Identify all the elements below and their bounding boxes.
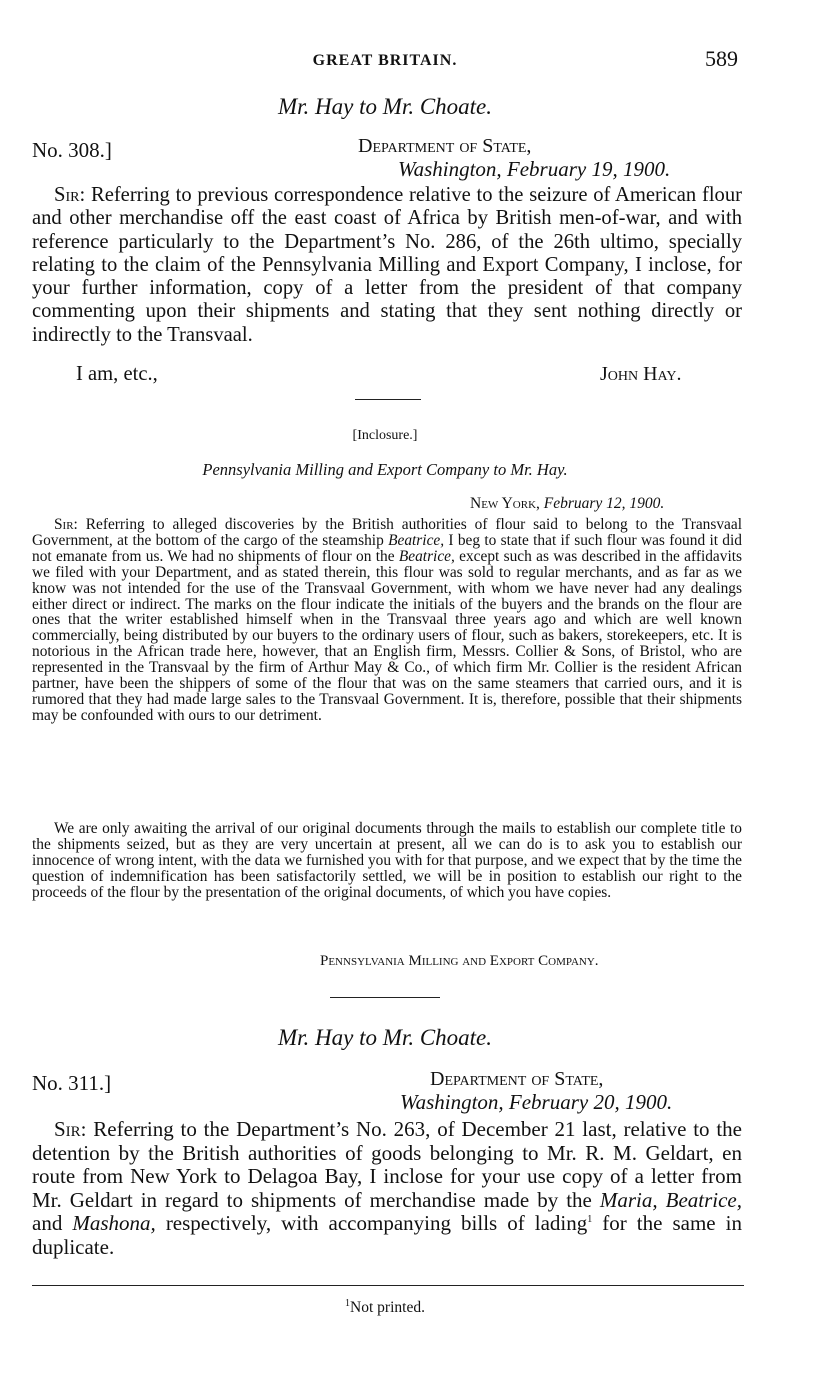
letter2-heading: Mr. Hay to Mr. Choate. — [277, 1025, 493, 1050]
letter1-closing: I am, etc., — [76, 363, 158, 385]
ship-name-beatrice: Beatrice, — [665, 1187, 743, 1212]
footnote-rule — [32, 1285, 744, 1286]
letter2-number: No. 311.] — [32, 1071, 112, 1095]
inclosure-signature: Pennsylvania Milling and Export Company. — [320, 953, 599, 969]
running-header-title: GREAT BRITAIN. — [312, 52, 458, 69]
inclosure-paragraph-1 — [32, 517, 742, 724]
inclosure-p2: We are only awaiting the arrival of our original documents through the mails to establish our complete title to the shipments seized, but as they are very uncertain at present, all we can do is to ask you to establish our innocence of wrong intent, with the data we furnished you with for that purpose, and we expect that by the time the question of indemnification has been satisfactorily settled, we will be in position to establish our right to the proceeds of the flour by the presentation of the original documents, of which you have copies. — [32, 820, 742, 901]
inclosure-place — [470, 495, 664, 513]
letter1-body-text: Referring to previous correspondence relative to the seizure of American flour and other merchandise off the east coast of Africa by British men-of-war, and with reference particularly to the Department’s No. 286, of the 26th ultimo, specially relating to the claim of the Pennsylvania Milling and Export Company, I inclose, for your further information, copy of a letter from the president of that company commenting upon their shipments and stating that they sent nothing directly or indirectly to the Transvaal. — [32, 184, 743, 346]
inclosure-heading: Pennsylvania Milling and Export Company to Mr. Hay. — [202, 460, 568, 479]
letter1-signature: John Hay. — [600, 363, 682, 385]
inclosure-p1-b: I beg to state that if such flour was found it did not emanate from us. We had no shipments of flour on the — [32, 531, 742, 565]
letter2-body-b: respectively, with accompanying bills of lading — [165, 1211, 588, 1235]
letter1-place: Washington, February 19, 1900. — [398, 157, 671, 181]
inclosure-paragraph-2 — [32, 821, 742, 901]
footnote — [0, 1299, 770, 1317]
letter1-salutation: Sir: — [54, 184, 86, 206]
inclosure-p1-c: except such as was described in the affidavits we filed with your Department, and as stated therein, this flour was sold to regular merchants, and as far as we know was not intended for the use of the Transvaal Government, with whom we have never had any dealings either direct or indirect. The marks on the flour indicate the initials of the buyers and the brands on the flour are ones that the writer established himself when in the Transvaal three years ago and which are well known commercially, being distributed by our buyers to the ordinary users of flour, such as bakers, storekeepers, etc. It is notorious in the African trade here, however, that an English firm, Messrs. Collier & Sons, of Bristol, who are represented in the Transvaal by the firm of Arthur May & Co., of which firm Mr. Collier is the resident African partner, have been the shippers of some of the flour that was on the same steamers that carried ours, and it is rumored that they had made large sales to the Transvaal Government. It is, therefore, possible that their shipments may be confounded with ours to our detriment. — [32, 547, 742, 724]
ship-name-maria: Maria, — [599, 1187, 658, 1212]
letter2-body-a: Referring to the Department’s No. 263, of December 21 last, relative to the detention by the British authorities of goods belonging to Mr. R. M. Geldart, en route from New York to Delagoa Bay, I inclose for your use copy of a letter from Mr. Geldart in regard to shipments of merchandise made by the — [32, 1117, 742, 1212]
page-number: 589 — [705, 46, 738, 71]
letter1-number: No. 308.] — [32, 138, 112, 162]
letter2-salutation: Sir: — [54, 1117, 87, 1141]
ship-name-beatrice: Beatrice, — [398, 547, 455, 565]
inclosure-city: New York, — [470, 495, 540, 512]
letter2-dept: Department of State, — [430, 1068, 604, 1090]
inclosure-date: February 12, 1900. — [543, 495, 665, 512]
section-divider — [355, 399, 421, 400]
footnote-reference: 1 — [587, 1214, 593, 1225]
inclosure-p1-a: Referring to alleged discoveries by the British authorities of flour said to belong to the Transvaal Government, at the bottom of the cargo of the steamship — [32, 516, 742, 549]
letter1-body — [32, 184, 742, 347]
inclosure-label: [Inclosure.] — [352, 428, 418, 443]
footnote-marker: 1 — [345, 1297, 351, 1309]
ship-name-beatrice: Beatrice, — [388, 531, 445, 549]
letter2-body-c: for the same in duplicate. — [32, 1211, 742, 1259]
ship-name-mashona: Mashona, — [72, 1211, 156, 1235]
section-divider — [330, 997, 440, 998]
letter1-dept: Department of State, — [358, 135, 532, 157]
letter2-place: Washington, February 20, 1900. — [400, 1090, 673, 1114]
letter2-body — [32, 1118, 742, 1259]
inclosure-salutation: Sir: — [54, 516, 78, 533]
footnote-text: Not printed. — [350, 1299, 425, 1316]
letter1-heading: Mr. Hay to Mr. Choate. — [277, 94, 493, 119]
letter2-and: and — [32, 1211, 63, 1235]
